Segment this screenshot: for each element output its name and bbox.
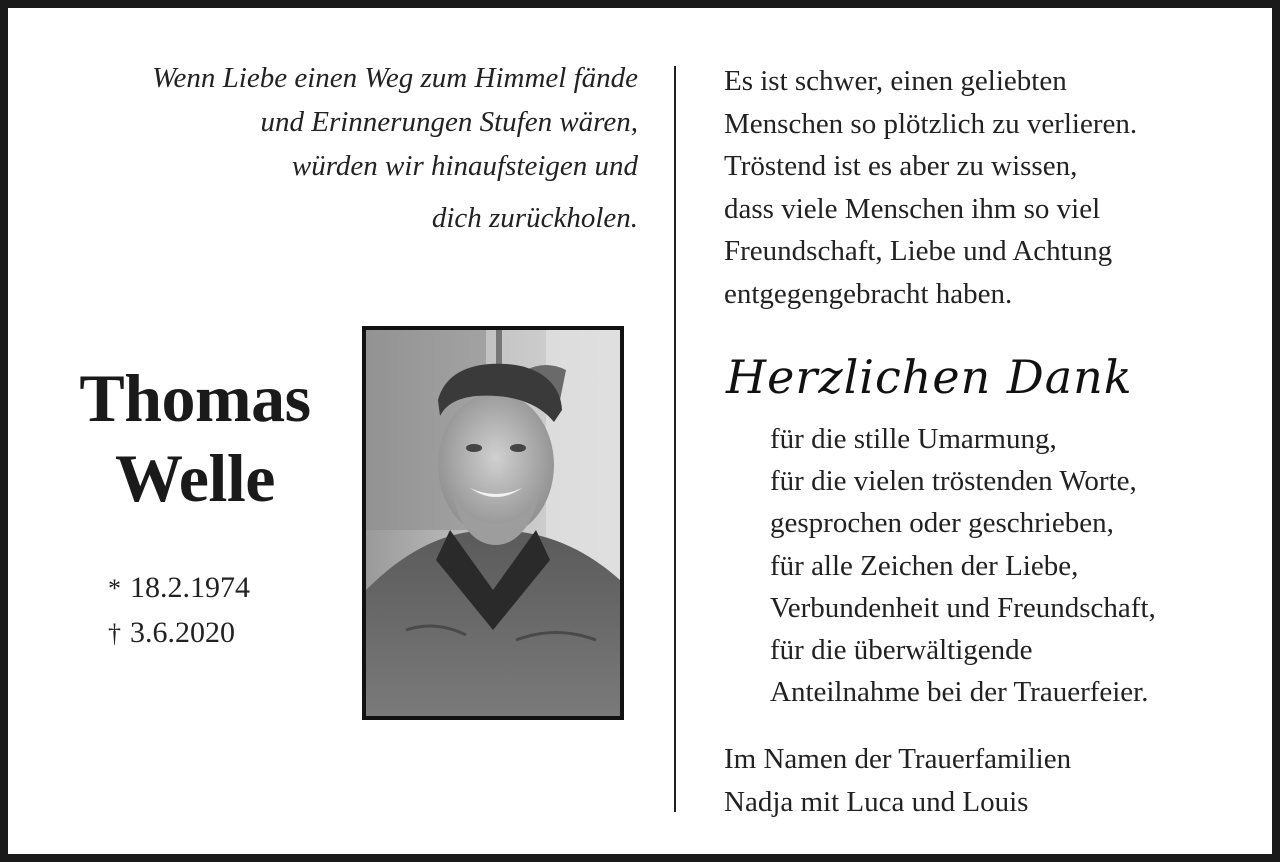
memorial-quote bbox=[48, 56, 638, 240]
birth-row bbox=[108, 566, 250, 611]
family-signature bbox=[724, 738, 1244, 824]
card-content bbox=[8, 8, 1272, 854]
signature-line: Im Namen der Trauerfamilien bbox=[724, 743, 1072, 775]
quote-line: Wenn Liebe einen Weg zum Himmel fände bbox=[152, 62, 638, 94]
death-row bbox=[108, 611, 250, 656]
first-name: Thomas bbox=[79, 360, 311, 436]
column-divider bbox=[674, 66, 676, 812]
portrait-illustration bbox=[366, 330, 620, 716]
thanks-line: Anteilnahme bei der Trauerfeier. bbox=[770, 676, 1149, 709]
quote-line: und Erinnerungen Stufen wären, bbox=[260, 106, 638, 138]
death-date: 3.6.2020 bbox=[130, 616, 235, 649]
last-name: Welle bbox=[115, 440, 275, 516]
thanks-line: für die stille Umarmung, bbox=[770, 423, 1057, 455]
thanks-list bbox=[770, 418, 1250, 713]
thanks-line: für die vielen tröstenden Worte, bbox=[770, 465, 1137, 498]
intro-text bbox=[724, 60, 1244, 315]
birth-date: 18.2.1974 bbox=[130, 571, 250, 604]
thanks-line: für alle Zeichen der Liebe, bbox=[770, 549, 1079, 582]
death-symbol: † bbox=[108, 619, 121, 648]
intro-line: entgegengebracht haben. bbox=[724, 277, 1013, 310]
birth-symbol: * bbox=[108, 574, 121, 603]
intro-line: Freundschaft, Liebe und Achtung bbox=[724, 235, 1113, 267]
quote-line: dich zurückholen. bbox=[431, 202, 638, 234]
thanks-line: Verbundenheit und Freundschaft, bbox=[770, 591, 1156, 624]
intro-line: dass viele Menschen ihm so viel bbox=[724, 192, 1101, 225]
life-dates bbox=[108, 566, 250, 656]
quote-line: würden wir hinaufsteigen und bbox=[291, 150, 638, 182]
thanks-heading: Herzlichen Dank bbox=[726, 350, 1133, 404]
intro-line: Es ist schwer, einen geliebten bbox=[724, 65, 1067, 97]
signature-line: Nadja mit Luca und Louis bbox=[724, 786, 1029, 818]
intro-line: Tröstend ist es aber zu wissen, bbox=[724, 150, 1078, 182]
intro-line: Menschen so plötzlich zu verlieren. bbox=[724, 107, 1138, 140]
portrait-photo bbox=[362, 326, 624, 720]
deceased-name bbox=[50, 358, 340, 518]
thanks-line: gesprochen oder geschrieben, bbox=[770, 507, 1114, 540]
thanks-line: für die überwältigende bbox=[770, 634, 1033, 667]
